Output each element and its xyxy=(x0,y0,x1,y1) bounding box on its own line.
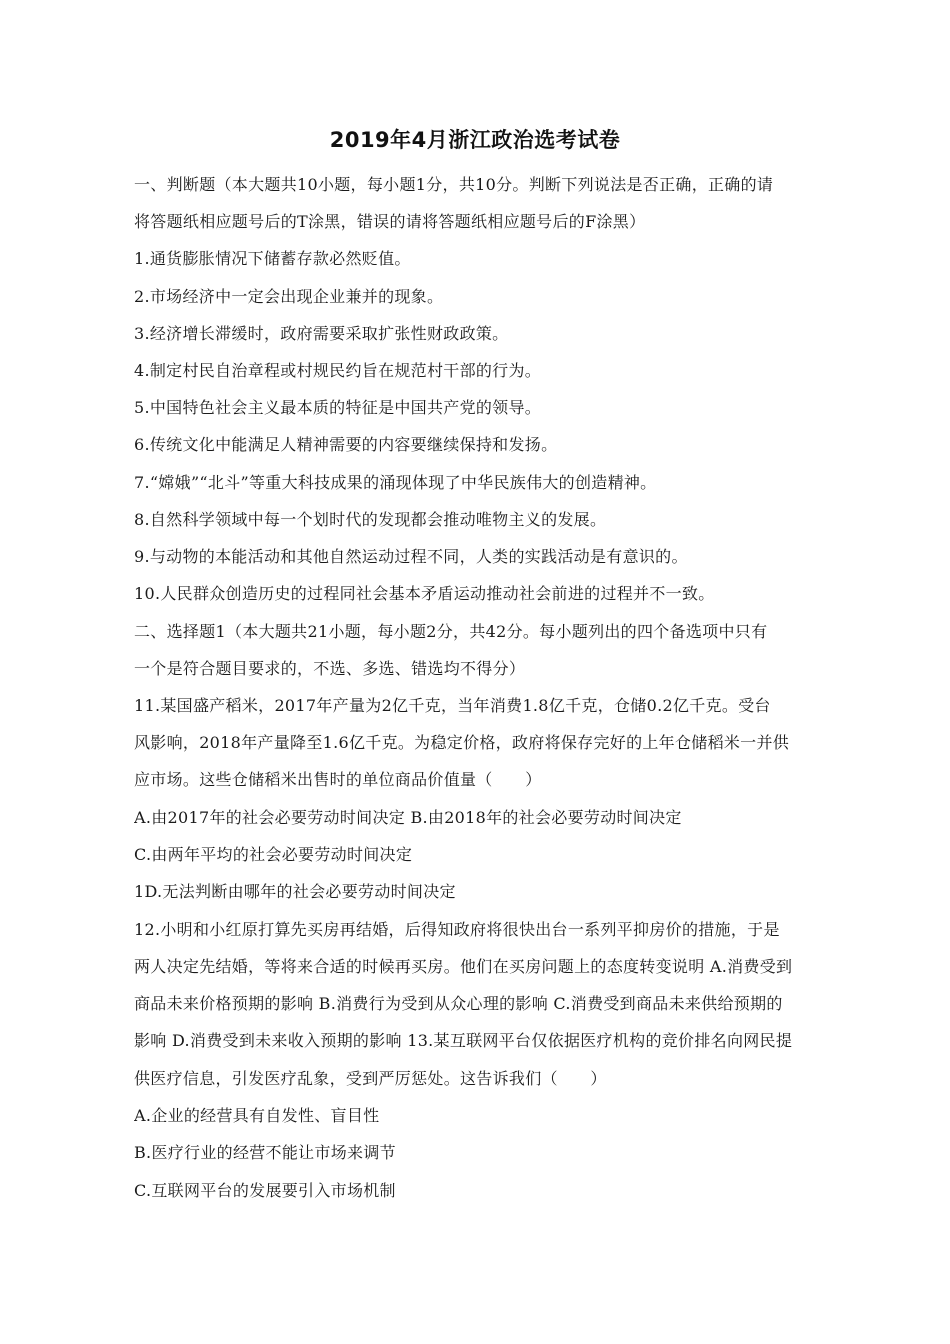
text-line: 一、判断题（本大题共10小题，每小题1分，共10分。判断下列说法是否正确，正确的请 xyxy=(134,175,774,194)
text-line: A.由2017年的社会必要劳动时间决定 B.由2018年的社会必要劳动时间决定 xyxy=(134,808,682,827)
text-line: 1D.无法判断由哪年的社会必要劳动时间决定 xyxy=(134,882,456,901)
text-line: 4.制定村民自治章程或村规民约旨在规范村干部的行为。 xyxy=(134,361,542,380)
text-line: 商品未来价格预期的影响 B.消费行为受到从众心理的影响 C.消费受到商品未来供给预期的 xyxy=(134,994,783,1013)
text-line: C.由两年平均的社会必要劳动时间决定 xyxy=(134,845,413,864)
text-line: 5.中国特色社会主义最本质的特征是中国共产党的领导。 xyxy=(134,398,542,417)
text-line: 两人决定先结婚，等将来合适的时候再买房。他们在买房问题上的态度转变说明 A.消费受到 xyxy=(134,957,793,976)
text-line: 将答题纸相应题号后的T涂黑，错误的请将答题纸相应题号后的F涂黑） xyxy=(134,212,646,231)
text-line: A.企业的经营具有自发性、盲目性 xyxy=(134,1106,380,1125)
text-line: 风影响，2018年产量降至1.6亿千克。为稳定价格，政府将保存完好的上年仓储稻米一并供 xyxy=(134,733,790,752)
text-line: B.医疗行业的经营不能让市场来调节 xyxy=(134,1143,396,1162)
text-line: 3.经济增长滞缓时，政府需要采取扩张性财政政策。 xyxy=(134,324,509,343)
text-line: 2.市场经济中一定会出现企业兼并的现象。 xyxy=(134,287,444,306)
text-line: 11.某国盛产稻米，2017年产量为2亿千克，当年消费1.8亿千克，仓储0.2亿千克。受台 xyxy=(134,696,771,715)
text-line: 供医疗信息，引发医疗乱象，受到严厉惩处。这告诉我们（ ） xyxy=(134,1069,607,1088)
text-line: 7.“嫦娥”“北斗”等重大科技成果的涌现体现了中华民族伟大的创造精神。 xyxy=(134,473,657,492)
text-line: 9.与动物的本能活动和其他自然运动过程不同，人类的实践活动是有意识的。 xyxy=(134,547,688,566)
text-line: 6.传统文化中能满足人精神需要的内容要继续保持和发扬。 xyxy=(134,435,558,454)
text-line: C.互联网平台的发展要引入市场机制 xyxy=(134,1181,396,1200)
text-line: 8.自然科学领域中每一个划时代的发现都会推动唯物主义的发展。 xyxy=(134,510,607,529)
text-line: 二、选择题1（本大题共21小题，每小题2分，共42分。每小题列出的四个备选项中只有 xyxy=(134,622,768,641)
text-line: 应市场。这些仓储稻米出售时的单位商品价值量（ ） xyxy=(134,770,542,789)
text-line: 1.通货膨胀情况下储蓄存款必然贬值。 xyxy=(134,249,411,268)
text-line: 12.小明和小红原打算先买房再结婚，后得知政府将很快出台一系列平抑房价的措施，于是 xyxy=(134,920,780,939)
page-title: 2019年4月浙江政治选考试卷 xyxy=(329,128,621,152)
text-line: 10.人民群众创造历史的过程同社会基本矛盾运动推动社会前进的过程并不一致。 xyxy=(134,584,715,603)
text-line: 一个是符合题目要求的，不选、多选、错选均不得分） xyxy=(134,659,526,678)
text-line: 影响 D.消费受到未来收入预期的影响 13.某互联网平台仅依据医疗机构的竞价排名向网民提 xyxy=(134,1031,793,1050)
